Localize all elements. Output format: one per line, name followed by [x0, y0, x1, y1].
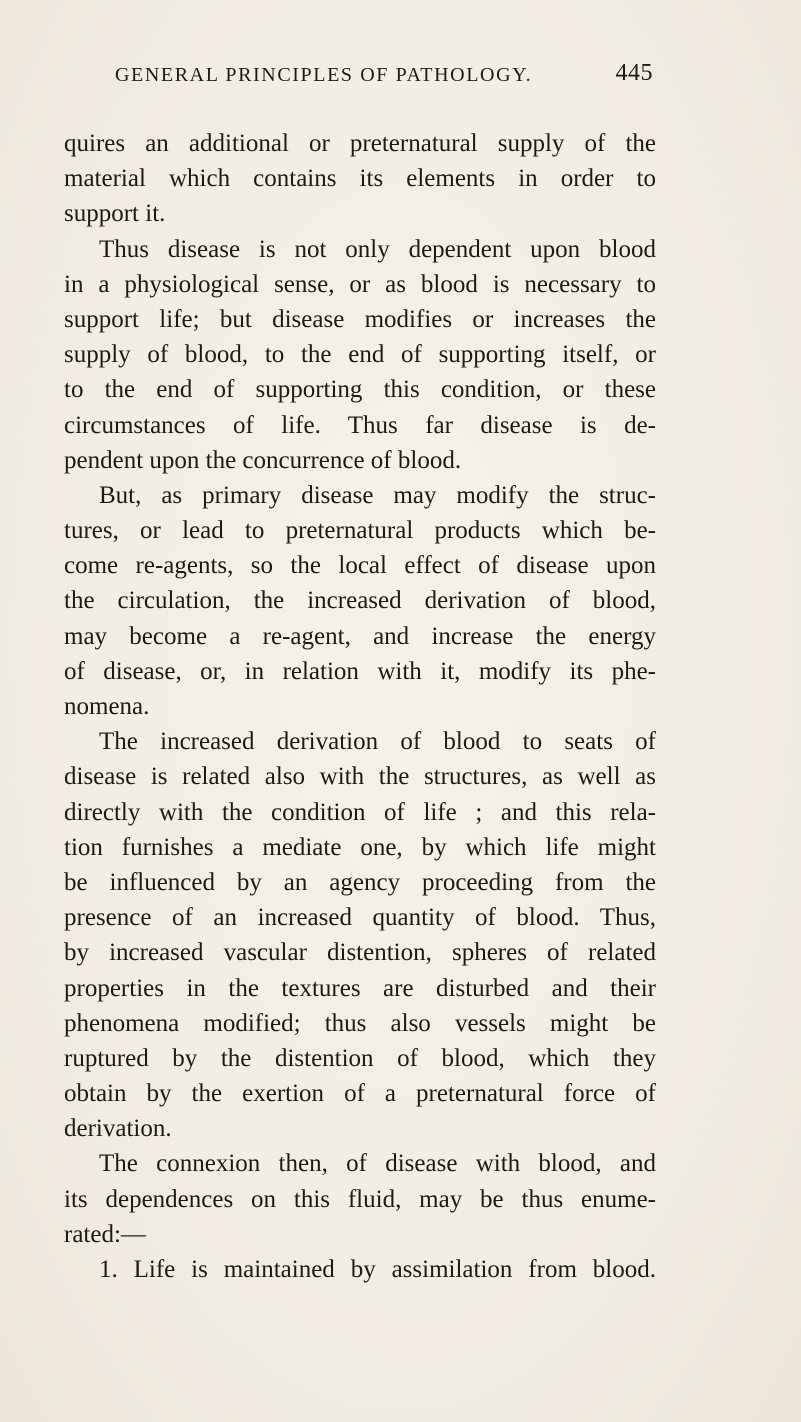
- text-line: supply of blood, to the end of supporting itself, or: [64, 341, 656, 369]
- text-line: to the end of supporting this condition, or these: [64, 376, 656, 404]
- text-line: tion furnishes a mediate one, by which life might: [64, 833, 656, 861]
- running-head: [115, 60, 653, 100]
- text-line: tures, or lead to preternatural products which be-: [64, 517, 656, 545]
- text-line: 1. Life is maintained by assimilation from blood.: [99, 1256, 656, 1283]
- text-line: Thus disease is not only dependent upon blood: [99, 235, 656, 263]
- text-line: phenomena modified; thus also vessels might be: [64, 1009, 656, 1037]
- text-line: come re-agents, so the local effect of disease upon: [64, 552, 656, 580]
- text-line: may become a re-agent, and increase the energy: [64, 622, 656, 650]
- page-number: 445: [615, 60, 653, 86]
- text-line: The increased derivation of blood to seats of: [99, 728, 656, 756]
- text-line: by increased vascular distention, spheres of related: [64, 939, 656, 967]
- text-line: pendent upon the concurrence of blood.: [64, 446, 462, 474]
- text-line: circumstances of life. Thus far disease is de-: [64, 411, 656, 439]
- text-line: quires an additional or preternatural supply of the: [64, 130, 656, 157]
- text-line: presence of an increased quantity of blood. Thus,: [64, 904, 656, 932]
- text-line: disease is related also with the structures, as well as: [64, 763, 656, 791]
- text-line: rated:—: [64, 1220, 146, 1248]
- body-text: [64, 126, 656, 1287]
- text-line: properties in the textures are disturbed and their: [64, 974, 656, 1002]
- text-line: the circulation, the increased derivation of blood,: [64, 587, 656, 615]
- text-line: be influenced by an agency proceeding from the: [64, 868, 656, 896]
- text-line: directly with the condition of life ; and this rela-: [64, 798, 656, 826]
- text-line: its dependences on this fluid, may be thus enume-: [64, 1185, 656, 1213]
- text-line: support it.: [64, 200, 166, 228]
- text-line: The connexion then, of disease with blood, and: [99, 1150, 656, 1178]
- text-line: material which contains its elements in order to: [64, 165, 656, 193]
- text-line: nomena.: [64, 693, 150, 720]
- text-line: in a physiological sense, or as blood is necessary to: [64, 270, 656, 298]
- text-line: derivation.: [64, 1115, 172, 1143]
- text-line: But, as primary disease may modify the struc-: [99, 481, 656, 509]
- text-line: of disease, or, in relation with it, modify its phe-: [64, 657, 656, 685]
- text-line: support life; but disease modifies or increases the: [64, 305, 656, 333]
- text-line: obtain by the exertion of a preternatural force of: [64, 1080, 656, 1108]
- running-head-title: GENERAL PRINCIPLES OF PATHOLOGY.: [115, 64, 533, 86]
- text-line: ruptured by the distention of blood, which they: [64, 1044, 656, 1072]
